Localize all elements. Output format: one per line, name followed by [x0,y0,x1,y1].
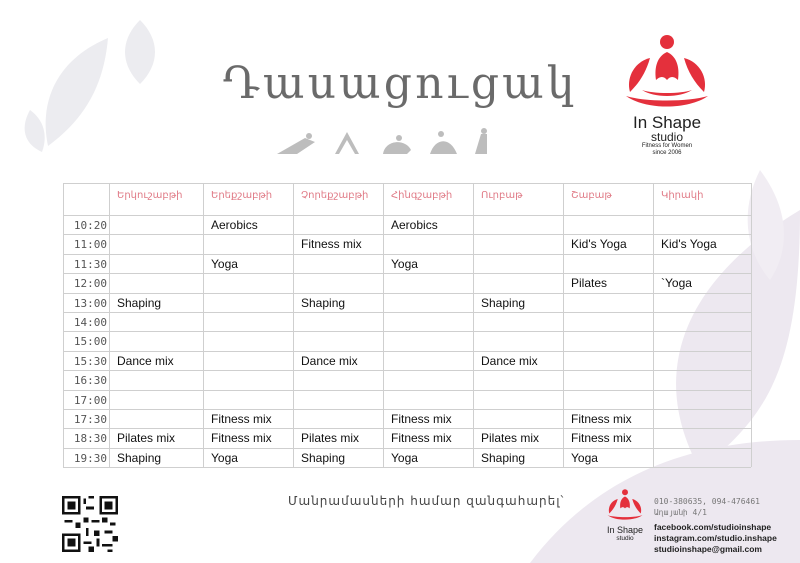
grid-line-horizontal [63,312,751,313]
grid-line-vertical [293,183,294,467]
grid-line-vertical [203,183,204,467]
class-entry: Yoga [391,256,418,271]
grid-line-horizontal [63,215,751,216]
class-entry: Kid's Yoga [571,237,627,252]
grid-line-horizontal [63,273,751,274]
class-entry: `Yoga [661,276,692,291]
schedule-table [63,183,751,470]
day-header: Երկուշաբթի [117,190,183,201]
time-slot-label: 17:00 [73,393,107,407]
class-entry: Dance mix [301,353,358,368]
lotus-meditation-icon [605,488,645,522]
grid-line-horizontal [63,293,751,294]
class-entry: Yoga [391,450,418,465]
grid-line-horizontal [63,254,751,255]
time-slot-label: 13:00 [73,296,107,310]
day-header: Երեքշաբթի [211,190,273,201]
class-entry: Kid's Yoga [661,237,717,252]
class-entry: Fitness mix [391,431,452,446]
class-entry: Shaping [301,450,346,465]
address: Աղայանի 4/1 [654,508,707,517]
class-entry: Yoga [211,450,238,465]
grid-line-horizontal [63,183,751,184]
grid-line-vertical [751,183,752,467]
class-entry: Pilates [571,276,608,291]
class-entry: Fitness mix [571,412,632,426]
time-slot-label: 10:20 [73,219,107,232]
grid-line-horizontal [63,390,751,391]
logo-studio-text: studio [650,130,684,144]
class-entry: Yoga [571,450,598,465]
class-entry: Shaping [481,450,526,465]
footer-logo [600,488,650,542]
grid-line-horizontal [63,428,751,429]
grid-line-horizontal [63,409,751,410]
class-entry: Aerobics [391,218,438,232]
day-header: Շաբաթ [571,190,612,201]
time-slot-label: 19:30 [73,451,107,465]
day-header: Հինգշաբթի [391,190,453,201]
class-entry: Pilates mix [481,431,540,446]
day-header: Ուրբաթ [481,190,523,201]
class-entry: Aerobics [211,218,258,232]
logo-tagline: Fitness for Women [641,143,693,149]
class-entry: Fitness mix [211,412,272,426]
facebook-link[interactable]: facebook.com/studioinshape [654,522,772,532]
lotus-meditation-icon [620,32,714,112]
grid-line-vertical [383,183,384,467]
class-entry: Pilates mix [117,431,176,446]
time-slot-label: 18:30 [73,432,107,446]
studio-logo [618,32,716,157]
class-entry: Pilates mix [301,431,360,446]
logo-brand-name: In Shape [632,113,702,132]
grid-line-vertical [473,183,474,467]
class-entry: Fitness mix [301,237,362,252]
class-entry: Dance mix [117,353,174,368]
grid-line-vertical [563,183,564,467]
time-slot-label: 16:30 [73,374,107,388]
grid-line-horizontal [63,467,751,468]
class-entry: Shaping [301,295,346,310]
class-entry: Shaping [117,295,162,310]
time-slot-label: 17:30 [73,413,107,426]
grid-line-horizontal [63,370,751,371]
time-slot-label: 11:30 [73,257,107,271]
contact-prompt: Մանրամասների համար զանգահարել՝ [288,494,565,508]
class-entry: Fitness mix [391,412,452,426]
time-slot-label: 12:00 [73,277,107,291]
grid-line-horizontal [63,331,751,332]
class-entry: Shaping [481,295,526,310]
class-entry: Yoga [211,256,238,271]
qr-code [62,496,118,552]
footer-logo-brand: In Shape [606,525,644,535]
class-entry: Shaping [117,450,162,465]
page-title: Դասացուցակ [222,58,578,109]
grid-line-vertical [109,183,110,467]
time-slot-label: 11:00 [73,238,107,252]
grid-line-horizontal [63,234,751,235]
time-slot-label: 15:00 [73,335,107,349]
grid-line-horizontal [63,448,751,449]
phone-numbers: 010-380635, 094-476461 [654,497,760,506]
class-entry: Dance mix [481,353,538,368]
yoga-poses-illustration [275,128,505,158]
grid-line-vertical [63,183,64,467]
grid-line-horizontal [63,351,751,352]
class-entry: Fitness mix [571,431,632,446]
logo-since: since 2006 [652,150,682,156]
instagram-link[interactable]: instagram.com/studio.inshape [654,533,777,543]
time-slot-label: 15:30 [73,354,107,368]
day-header: Չորեքշաբթի [301,190,369,201]
class-entry: Fitness mix [211,431,272,446]
grid-line-vertical [653,183,654,467]
time-slot-label: 14:00 [73,316,107,329]
email-link[interactable]: studioinshape@gmail.com [654,544,762,554]
footer-logo-studio: studio [616,535,634,542]
day-header: Կիրակի [661,190,704,201]
